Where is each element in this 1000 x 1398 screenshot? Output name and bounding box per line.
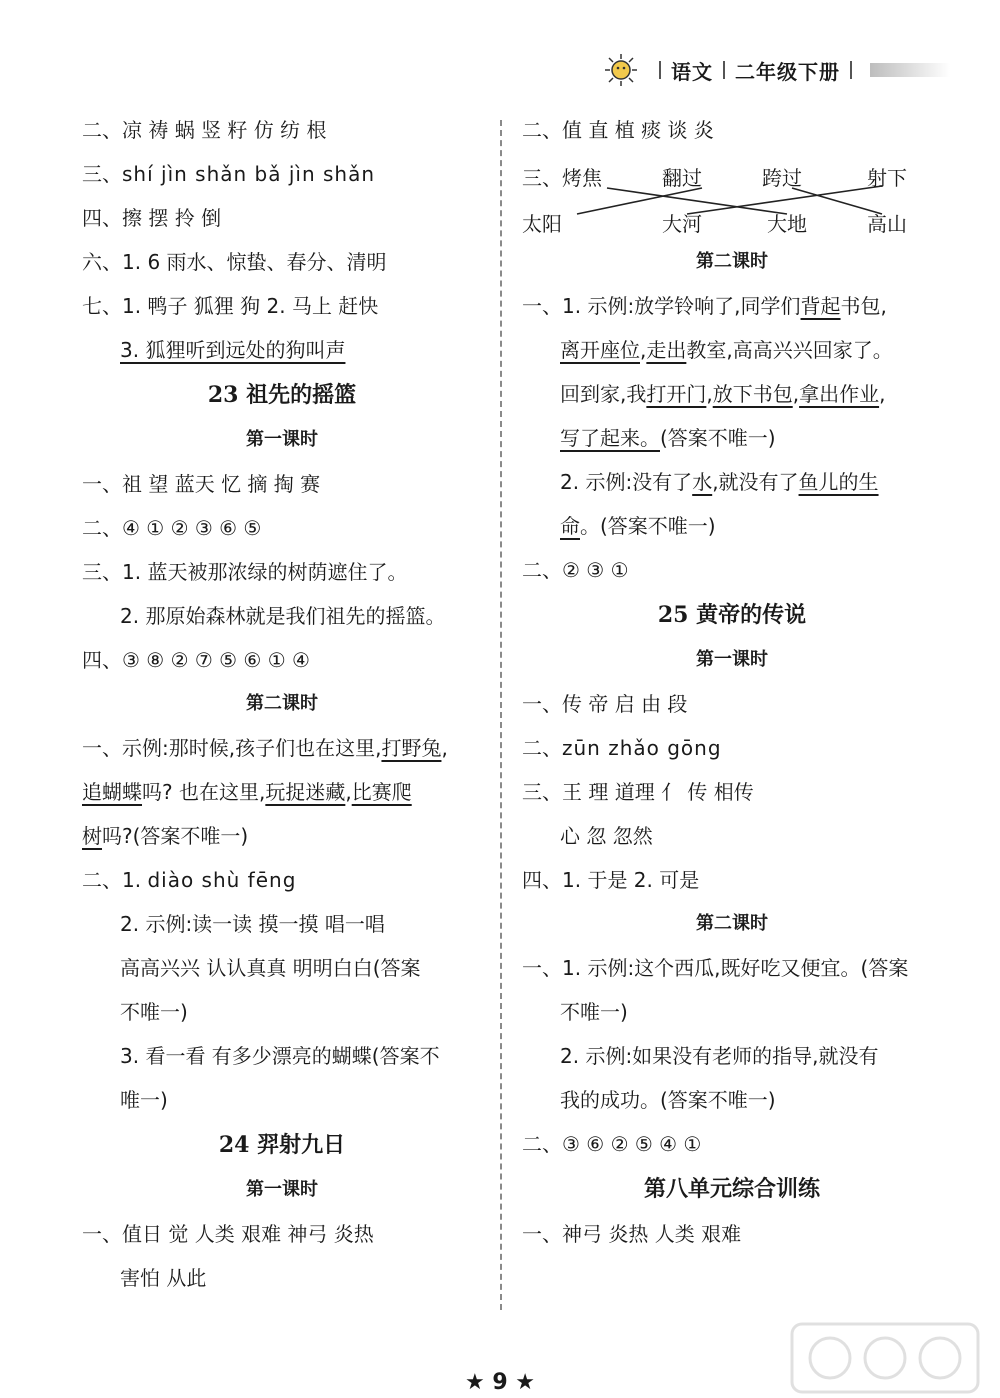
answer-prefix: 三、 — [522, 166, 562, 190]
answer-text: 3. 狐狸听到远处的狗叫声 — [120, 338, 346, 362]
underlined-answer: 打开门 — [646, 382, 707, 406]
answer-line: 害怕 从此 — [120, 1266, 207, 1290]
underlined-answer: 背起 — [800, 294, 841, 318]
answer-prefix: 二、 — [522, 736, 562, 760]
answer-line — [82, 726, 482, 770]
answer-prefix: 三、 — [82, 162, 122, 186]
answer-text: , — [706, 382, 713, 406]
section-title: 第一课时 — [246, 429, 318, 450]
answer-line: 二、④ ① ② ③ ⑥ ⑤ — [82, 516, 262, 540]
watermark-icon — [790, 1322, 980, 1394]
answer-line — [522, 726, 942, 770]
answer-line: 一、祖 望 蓝天 忆 摘 掏 赛 — [82, 472, 321, 496]
underlined-answer: 玩捉迷藏 — [265, 780, 346, 804]
answer-text: , — [640, 338, 647, 362]
answer-line: 二、值 直 植 痰 谈 炎 — [522, 118, 714, 142]
lesson-title: 23 祖先的摇篮 — [207, 382, 357, 408]
answer-line: 2. 那原始森林就是我们祖先的摇篮。 — [120, 604, 446, 628]
header-divider — [723, 61, 725, 79]
answer-line — [522, 372, 942, 416]
underlined-answer: 走出 — [646, 338, 687, 362]
section-title: 第一课时 — [246, 1179, 318, 1200]
section-title: 第一课时 — [696, 649, 768, 670]
underlined-answer: 鱼儿的生 — [798, 470, 879, 494]
match-word-top: 跨过 — [762, 166, 802, 190]
matching-exercise — [522, 152, 942, 240]
answer-line — [82, 152, 482, 196]
answer-line: 2. 示例:读一读 摸一摸 唱一唱 — [120, 912, 385, 936]
answer-line: 不唯一) — [560, 1000, 628, 1024]
match-word-top: 烤焦 — [562, 166, 602, 190]
pinyin-text: shí jìn shǎn bǎ jìn shǎn — [122, 162, 376, 186]
underlined-answer: 命 — [560, 514, 580, 538]
answer-text: ,就没有了 — [712, 470, 799, 494]
answer-text: , — [792, 382, 800, 406]
header-fade-bar — [870, 63, 950, 77]
section-title: 第二课时 — [696, 251, 768, 272]
answer-line: 一、神弓 炎热 人类 艰难 — [522, 1222, 742, 1246]
match-word-bottom: 大河 — [662, 212, 702, 236]
answer-line — [82, 328, 482, 372]
answer-text: 吗?(答案不唯一) — [102, 824, 249, 848]
answer-line: 二、② ③ ① — [522, 558, 629, 582]
answer-text: 一、1. 示例:放学铃响了,同学们 — [522, 294, 801, 318]
answer-line: 一、传 帝 启 由 段 — [522, 692, 688, 716]
answer-line: 六、1. 6 雨水、惊蛰、春分、清明 — [82, 250, 387, 274]
answer-line: 四、擦 摆 拎 倒 — [82, 206, 222, 230]
answer-line: 我的成功。(答案不唯一) — [560, 1088, 776, 1112]
grade-label: 二年级下册 — [735, 59, 840, 84]
underlined-answer: 打野兔 — [381, 736, 442, 760]
answer-line — [522, 460, 942, 504]
answer-text: 教室,高高兴兴回家了。 — [686, 338, 893, 362]
match-word-top: 翻过 — [662, 166, 702, 190]
answer-text: 2. 示例:没有了 — [560, 470, 693, 494]
page-header — [603, 50, 950, 90]
match-word-bottom: 高山 — [867, 212, 907, 236]
answer-line: 高高兴兴 认认真真 明明白白(答案 — [120, 956, 421, 980]
lesson-title: 24 羿射九日 — [218, 1132, 346, 1158]
unit-title: 第八单元综合训练 — [643, 1176, 820, 1202]
underlined-answer: 追蝴蝶 — [82, 780, 142, 804]
answer-line: 四、③ ⑧ ② ⑦ ⑤ ⑥ ① ④ — [82, 648, 310, 672]
answer-line: 一、值日 觉 人类 艰难 神弓 炎热 — [82, 1222, 374, 1246]
answer-text: (答案不唯一) — [660, 426, 776, 450]
answer-line: 二、凉 祷 蜗 竖 籽 仿 纺 根 — [82, 118, 327, 142]
answer-line — [522, 504, 942, 548]
underlined-answer: 拿出作业 — [799, 382, 880, 406]
answer-line: 四、1. 于是 2. 可是 — [522, 868, 700, 892]
match-word-bottom: 太阳 — [522, 212, 562, 236]
underlined-answer: 水 — [692, 470, 713, 494]
answer-line: 唯一) — [120, 1088, 168, 1112]
section-title: 第二课时 — [246, 693, 318, 714]
header-divider — [659, 61, 661, 79]
underlined-answer: 树 — [82, 824, 102, 848]
underlined-answer: 离开座位 — [560, 338, 640, 362]
left-column — [82, 108, 482, 1300]
answer-line: 不唯一) — [120, 1000, 188, 1024]
answer-text: 书包, — [840, 294, 887, 318]
answer-line — [522, 284, 942, 328]
pinyin-text: diào shù fēng — [147, 868, 297, 892]
answer-line: 2. 示例:如果没有老师的指导,就没有 — [560, 1044, 879, 1068]
header-divider — [850, 61, 852, 79]
match-word-top: 射下 — [867, 166, 907, 190]
answer-text: 吗? 也在这里, — [142, 780, 266, 804]
answer-text: , — [345, 780, 352, 804]
answer-text: 回到家,我 — [560, 382, 647, 406]
answer-text: 。(答案不唯一) — [580, 514, 716, 538]
answer-text: , — [879, 382, 886, 406]
answer-text: , — [441, 736, 448, 760]
answer-line — [82, 814, 482, 858]
answer-prefix: 二、1. — [82, 868, 148, 892]
answer-line: 七、1. 鸭子 狐狸 狗 2. 马上 赶快 — [82, 294, 379, 318]
underlined-answer: 比赛爬 — [351, 780, 412, 804]
underlined-answer: 写了起来。 — [560, 426, 660, 450]
answer-line: 三、王 理 道理 亻 传 相传 — [522, 780, 754, 804]
answer-line: 3. 看一看 有多少漂亮的蝴蝶(答案不 — [120, 1044, 440, 1068]
answer-line: 二、③ ⑥ ② ⑤ ④ ① — [522, 1132, 702, 1156]
answer-line: 三、1. 蓝天被那浓绿的树荫遮住了。 — [82, 560, 408, 584]
answer-line: 心 忽 忽然 — [560, 824, 653, 848]
answer-text: 一、示例:那时候,孩子们也在这里, — [82, 736, 382, 760]
column-divider — [500, 120, 502, 1310]
answer-line — [82, 858, 482, 902]
underlined-answer: 放下书包 — [712, 382, 793, 406]
lesson-title: 25 黄帝的传说 — [657, 602, 807, 628]
answer-line — [522, 328, 942, 372]
sun-logo-icon — [603, 52, 639, 88]
section-title: 第二课时 — [696, 913, 768, 934]
pinyin-text: zūn zhǎo gōng — [562, 736, 722, 760]
answer-line: 一、1. 示例:这个西瓜,既好吃又便宜。(答案 — [522, 956, 909, 980]
answer-line — [82, 770, 482, 814]
page-number: ★ 9 ★ — [464, 1370, 536, 1395]
right-column — [522, 108, 942, 1256]
subject-label: 语文 — [671, 59, 713, 84]
match-word-bottom: 大地 — [767, 212, 807, 236]
answer-line — [522, 416, 942, 460]
